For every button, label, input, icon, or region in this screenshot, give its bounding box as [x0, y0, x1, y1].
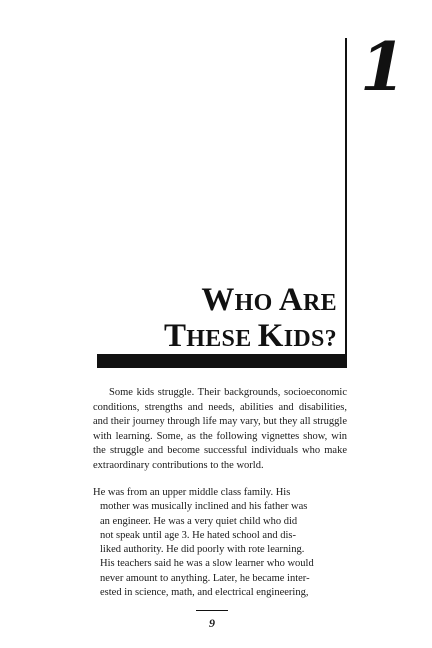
vignette-line: not speak until age 3. He hated school and dis-	[100, 529, 296, 541]
chapter-number: 1	[360, 28, 406, 106]
vignette-line: liked authority. He did poorly with rote learning.	[100, 544, 305, 556]
vignette-line: mother was musically inclined and his father was	[100, 501, 308, 513]
vignette-line: an engineer. He was a very quiet child who did	[100, 515, 298, 527]
chapter-vertical-rule	[345, 38, 347, 355]
intro-paragraph	[93, 386, 347, 474]
vignette-paragraph	[93, 486, 333, 600]
page-number: 9	[209, 616, 215, 630]
vignette-line: never amount to anything. Later, he became inter-	[100, 572, 310, 584]
intro-text: Some kids struggle. Their backgrounds, socioeconomic conditions, strengths and needs, abilities and disabilities, and their journey through life may vary, but they all struggle with learning. Some, as the following vignettes show, win the struggle and become successful individuals who make extraordinary contributions to the world.	[93, 387, 347, 471]
footer-rule	[196, 610, 228, 611]
vignette-line: ested in science, math, and electrical engineering,	[100, 587, 309, 599]
vignette-line: His teachers said he was a slow learner who would	[100, 558, 314, 570]
chapter-title-line-1: WHO ARE	[201, 282, 337, 318]
chapter-title-line-2: THESE KIDS?	[163, 318, 337, 354]
chapter-title-bar	[97, 354, 347, 368]
vignette-line: He was from an upper middle class family. His	[93, 487, 291, 498]
